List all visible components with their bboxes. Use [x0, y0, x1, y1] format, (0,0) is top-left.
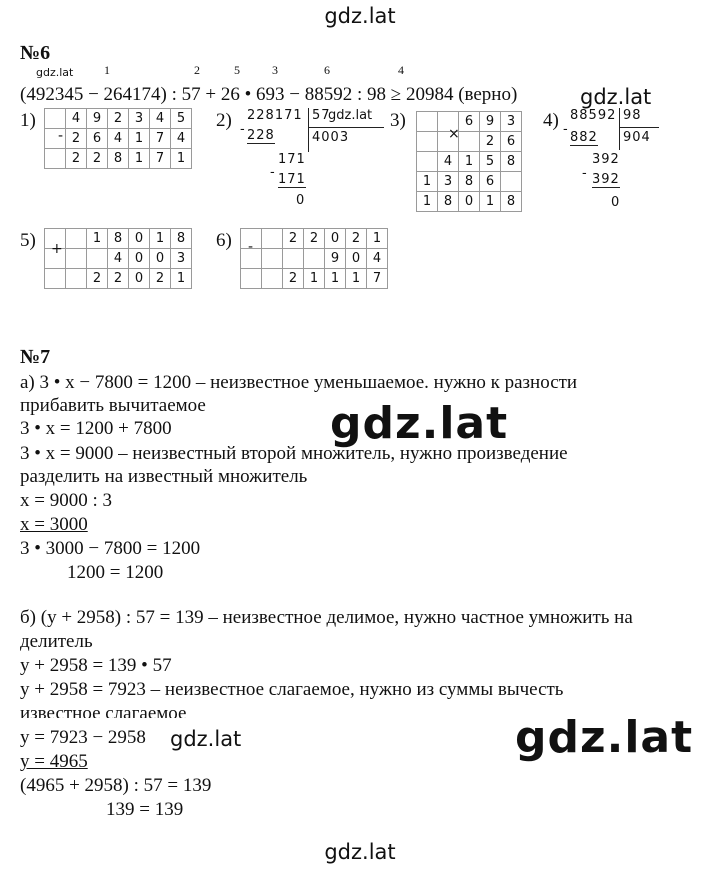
- task6-title: №6: [20, 42, 51, 64]
- step4-dividend: 88592: [570, 108, 617, 123]
- cell: [304, 249, 325, 269]
- watermark-big-middle: gdz.lat: [330, 398, 509, 449]
- step1-sign: -: [58, 128, 64, 144]
- cell: 6: [459, 112, 480, 132]
- part-b-line: (4965 + 2958) : 57 = 139: [20, 775, 212, 796]
- cell: 2: [480, 132, 501, 152]
- task6-expression: (492345 − 264174) : 57 + 26 • 693 − 88592 : 98 ≥ 20984 (верно): [20, 84, 518, 105]
- cell: [87, 249, 108, 269]
- step1-label: 1): [20, 110, 36, 131]
- step2-divisor: 57: [312, 108, 331, 123]
- cell: [262, 249, 283, 269]
- cell: 1: [325, 269, 346, 289]
- order-mark-2: 2: [194, 63, 200, 77]
- step4-rem2: 0: [611, 195, 621, 210]
- cell: 9: [325, 249, 346, 269]
- watermark-small-label: gdz.lat: [36, 66, 74, 79]
- cell: 1: [367, 229, 388, 249]
- step3-label: 3): [390, 110, 406, 131]
- step6-sign: -: [248, 239, 254, 255]
- cell: 0: [150, 249, 171, 269]
- cell: 4: [108, 129, 129, 149]
- part-a-line: разделить на известный множитель: [20, 466, 308, 487]
- step2-quotient: 4003: [312, 130, 350, 145]
- cell: 1: [417, 192, 438, 212]
- order-mark-4: 4: [398, 63, 404, 77]
- step3-sign: ×: [448, 126, 460, 142]
- cell: 1: [171, 269, 192, 289]
- step4-label: 4): [543, 110, 559, 131]
- cell: 1: [480, 192, 501, 212]
- cell: 0: [129, 249, 150, 269]
- watermark-bottom: gdz.lat: [324, 840, 396, 864]
- cell: [45, 149, 66, 169]
- cell: [66, 229, 87, 249]
- cell: 8: [171, 229, 192, 249]
- cell: 6: [480, 172, 501, 192]
- order-mark-5: 5: [234, 63, 240, 77]
- cell: 0: [459, 192, 480, 212]
- cell: 4: [108, 249, 129, 269]
- part-b-answer: у = 4965: [20, 751, 88, 772]
- cell: [45, 129, 66, 149]
- step4-sub1: 882: [570, 130, 598, 145]
- cell: 0: [129, 269, 150, 289]
- step2-sub1: 228: [247, 128, 275, 143]
- cell: [66, 249, 87, 269]
- cell: 0: [325, 229, 346, 249]
- cell: 2: [87, 149, 108, 169]
- cell: [417, 132, 438, 152]
- step4-divisor: 98: [623, 108, 642, 123]
- cell: 1: [346, 269, 367, 289]
- cell: 7: [150, 149, 171, 169]
- cell: 6: [501, 132, 522, 152]
- order-mark-3: 3: [272, 63, 278, 77]
- order-mark-6: 6: [324, 63, 330, 77]
- cell: 3: [438, 172, 459, 192]
- cell: 1: [87, 229, 108, 249]
- cell: 1: [459, 152, 480, 172]
- cell: 4: [438, 152, 459, 172]
- cell: 2: [346, 229, 367, 249]
- cell: 4: [367, 249, 388, 269]
- cell: 2: [87, 269, 108, 289]
- part-a-line: а) 3 • х − 7800 = 1200 – неизвестное уменьшаемое. нужно к разности: [20, 372, 578, 393]
- cell: 8: [459, 172, 480, 192]
- cell: 2: [283, 229, 304, 249]
- cell: 4: [150, 109, 171, 129]
- step2-rem1: 171: [278, 152, 306, 167]
- part-a-line: х = 9000 : 3: [20, 490, 112, 511]
- step2-sub2: 171: [278, 172, 306, 187]
- step2-bracket-vertical: [308, 108, 309, 152]
- step5-label: 5): [20, 230, 36, 251]
- cell: 2: [108, 269, 129, 289]
- step2-dividend: 228171: [247, 108, 303, 123]
- cell: 6: [87, 129, 108, 149]
- step4-rem1: 392: [592, 152, 620, 167]
- cell: 4: [171, 129, 192, 149]
- cell: 1: [129, 149, 150, 169]
- cell: [262, 269, 283, 289]
- cell: 3: [501, 112, 522, 132]
- step4-sub2: 392: [592, 172, 620, 187]
- cell: 9: [87, 109, 108, 129]
- part-a-line: прибавить вычитаемое: [20, 395, 206, 416]
- step4-bracket-vertical: [619, 108, 620, 150]
- watermark-division-label: gdz.lat: [328, 108, 373, 123]
- watermark-top: gdz.lat: [324, 4, 396, 28]
- cell: [417, 152, 438, 172]
- cell: [241, 269, 262, 289]
- cell: 5: [171, 109, 192, 129]
- watermark-inline-right: gdz.lat: [580, 85, 652, 109]
- cell: 2: [66, 149, 87, 169]
- cell: 1: [304, 269, 325, 289]
- cell: 8: [438, 192, 459, 212]
- cell: 4: [66, 109, 87, 129]
- part-b-line: б) (у + 2958) : 57 = 139 – неизвестное делимое, нужно частное умножить на: [20, 607, 633, 628]
- step2-rem2: 0: [296, 193, 306, 208]
- watermark-big-lower: gdz.lat: [515, 712, 694, 763]
- part-a-line: 1200 = 1200: [67, 562, 164, 583]
- part-b-line: у = 7923 − 2958: [20, 727, 146, 748]
- cell: 3: [129, 109, 150, 129]
- step2-bracket-horizontal: [308, 127, 384, 128]
- step6-grid: [240, 228, 388, 289]
- part-b-line: делитель: [20, 631, 93, 652]
- step2-label: 2): [216, 110, 232, 131]
- cell: 8: [108, 229, 129, 249]
- cell: 1: [417, 172, 438, 192]
- cell: 2: [150, 269, 171, 289]
- cell: [501, 172, 522, 192]
- cell: [45, 109, 66, 129]
- cell: 2: [66, 129, 87, 149]
- cell: 1: [129, 129, 150, 149]
- cell: 1: [150, 229, 171, 249]
- cell: 7: [150, 129, 171, 149]
- step5-sign: +: [51, 241, 63, 257]
- cell: 2: [283, 269, 304, 289]
- cell: [66, 269, 87, 289]
- cell: [459, 132, 480, 152]
- cell: 7: [367, 269, 388, 289]
- cell: 2: [108, 109, 129, 129]
- cell: [417, 112, 438, 132]
- part-b-line: известное слагаемое: [20, 703, 187, 718]
- part-b-line: у + 2958 = 139 • 57: [20, 655, 172, 676]
- cell: 8: [501, 152, 522, 172]
- watermark-inline-lower: gdz.lat: [170, 727, 242, 751]
- step3-grid: [416, 111, 522, 212]
- cell: 8: [501, 192, 522, 212]
- task7-title: №7: [20, 346, 51, 368]
- cell: 0: [129, 229, 150, 249]
- step5-grid: [44, 228, 192, 289]
- step6-label: 6): [216, 230, 232, 251]
- cell: 1: [171, 149, 192, 169]
- cell: 9: [480, 112, 501, 132]
- part-a-answer: х = 3000: [20, 514, 88, 535]
- step4-bracket-horizontal: [619, 127, 659, 128]
- cell: 8: [108, 149, 129, 169]
- cell: [283, 249, 304, 269]
- part-b-line: 139 = 139: [106, 799, 184, 820]
- part-b-line: у + 2958 = 7923 – неизвестное слагаемое, нужно из суммы вычесть: [20, 679, 564, 700]
- cell: 2: [304, 229, 325, 249]
- step1-grid: [44, 108, 192, 169]
- part-a-line: 3 • х = 9000 – неизвестный второй множитель, нужно произведение: [20, 443, 568, 464]
- cell: [45, 269, 66, 289]
- cell: 5: [480, 152, 501, 172]
- order-mark-1: 1: [104, 63, 110, 77]
- part-a-line: 3 • х = 1200 + 7800: [20, 418, 172, 439]
- part-a-line: 3 • 3000 − 7800 = 1200: [20, 538, 201, 559]
- cell: 0: [346, 249, 367, 269]
- cell: 3: [171, 249, 192, 269]
- step4-quotient: 904: [623, 130, 651, 145]
- cell: [262, 229, 283, 249]
